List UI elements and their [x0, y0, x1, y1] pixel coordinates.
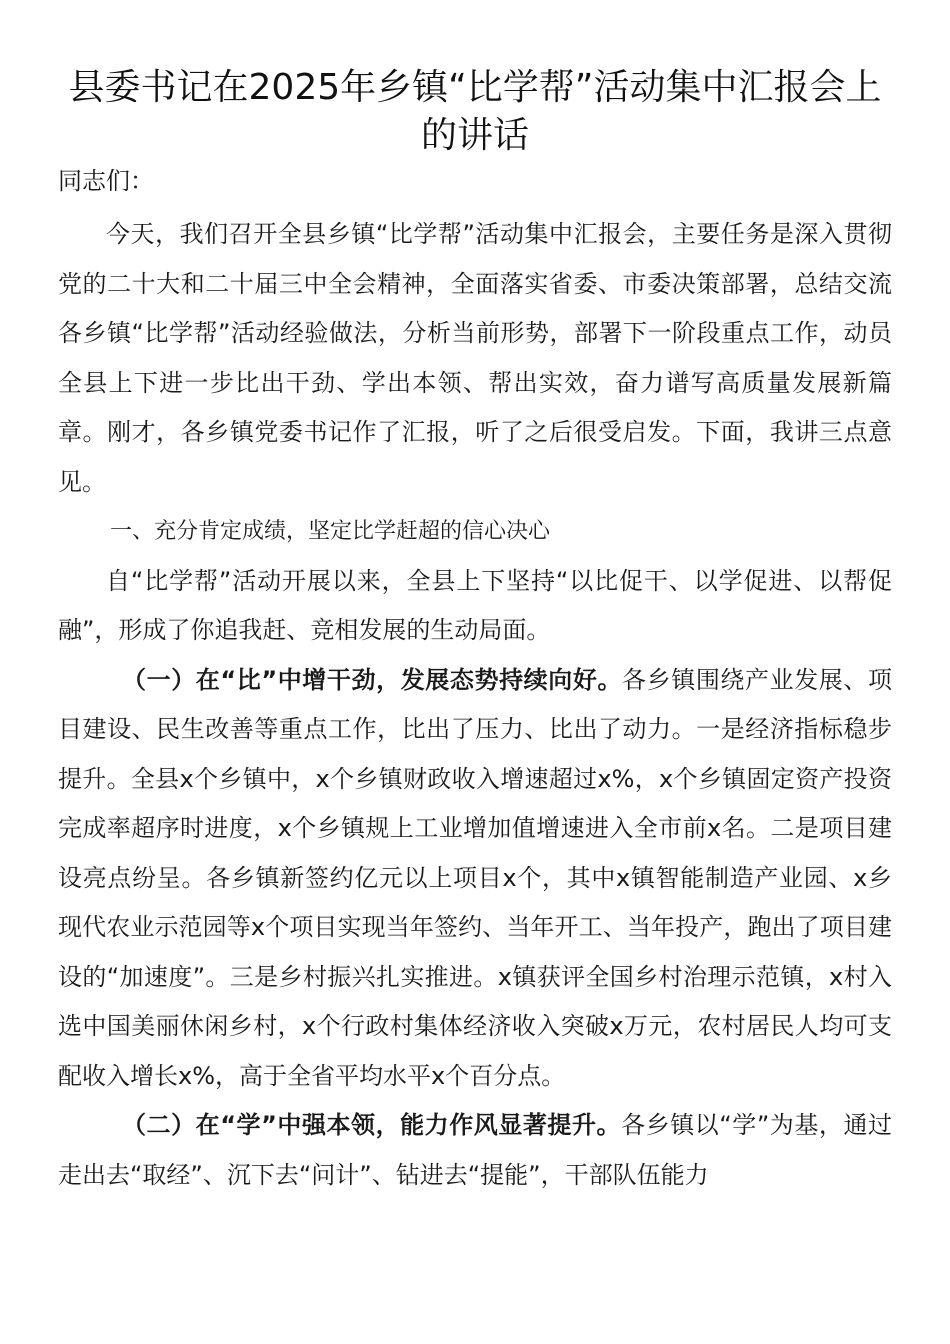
section-1-heading: 一、充分肯定成绩，坚定比学赶超的信心决心: [110, 519, 551, 544]
subsection-2-heading: （二）在“学”中强本领，能力作风显著提升。: [122, 1111, 622, 1139]
salutation: 同志们：: [58, 167, 154, 195]
subsection-1-body: 各乡镇围绕产业发展、项目建设、民生改善等重点工作，比出了压力、比出了动力。一是经济指标稳步提升。全县x个乡镇中，x个乡镇财政收入增速超过x%，x个乡镇固定资产投资完成率超序时进度，x个乡镇规上工业增加值增速进入全市前x名。二是项目建设亮点纷呈。各乡镇新签约亿元以上项目x个，其中x镇智能制造产业园、x乡现代农业示范园等x个项目实现当年签约、当年开工、当年投产，跑出了项目建设的“加速度”。三是乡村振兴扎实推进。x镇获评全国乡村治理示范镇，x村入选中国美丽休闲乡村，x个行政村集体经济收入突破x万元，农村居民人均可支配收入增长x%，高于全省平均水平x个百分点。: [58, 665, 892, 1090]
subsection-2-body: 各乡镇以“学”为基，通过走出去“取经”、沉下去“问计”、钻进去“提能”，干部队伍能力: [58, 1111, 893, 1189]
subsection-1-heading: （一）在“比”中增干劲，发展态势持续向好。: [122, 665, 623, 694]
subsection-2: [58, 1101, 892, 1200]
intro-paragraph: 今天，我们召开全县乡镇“比学帮”活动集中汇报会，主要任务是深入贯彻党的二十大和二十届三中全会精神，全面落实省委、市委决策部署，总结交流各乡镇“比学帮”活动经验做法，分析当前形势，部署下一阶段重点工作，动员全县上下进一步比出干劲、学出本领、帮出实效，奋力谱写高质量发展新篇章。刚才，各乡镇党委书记作了汇报，听了之后很受启发。下面，我讲三点意见。: [58, 220, 892, 496]
document-title: 县委书记在2025年乡镇“比学帮”活动集中汇报会上的讲话: [68, 67, 882, 156]
subsection-1: [58, 656, 892, 1102]
section-1-intro: 自“比学帮”活动开展以来，全县上下坚持“以比促干、以学促进、以帮促融”，形成了你追我赶、竞相发展的生动局面。: [58, 566, 892, 644]
